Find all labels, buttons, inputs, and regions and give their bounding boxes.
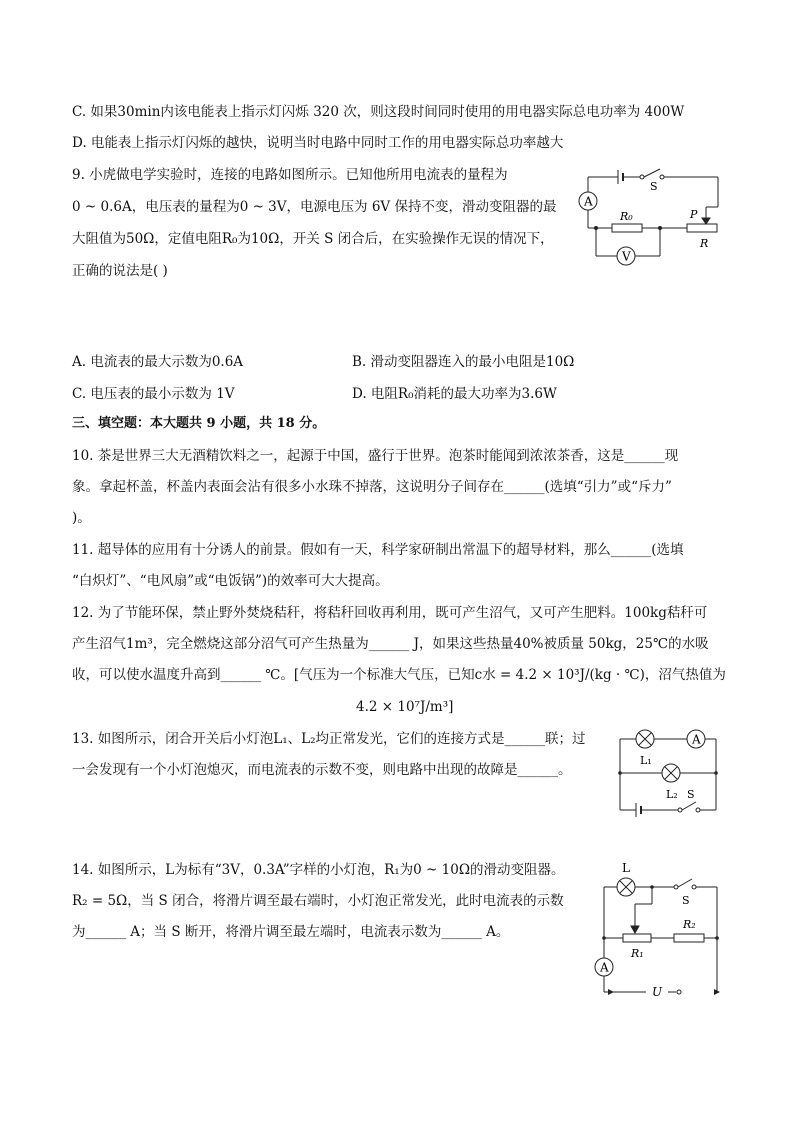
q9-option-d: D. 电阻R₀消耗的最大功率为3.6W bbox=[352, 386, 557, 402]
q13-switch-label: S bbox=[687, 788, 695, 801]
q13-ammeter-label: A bbox=[692, 732, 701, 747]
q9-r0-label: R₀ bbox=[620, 210, 633, 223]
q8-option-c: C. 如果30min内该电能表上指示灯闪烁 320 次，则这段时间同时使用的用电器实际总电功率为 400W bbox=[72, 104, 685, 120]
q14-circuit-figure bbox=[590, 856, 724, 1002]
q14-lamp-label: L bbox=[622, 861, 630, 875]
q9-switch-label: S bbox=[650, 180, 658, 193]
q11-line-2: “白炽灯”、“电风扇”或“电饭锅”)的效率可大大提高。 bbox=[72, 573, 389, 589]
q9-voltmeter-label: V bbox=[622, 249, 631, 264]
q14-line-1: 14. 如图所示，L为标有“3V，0.3A”字样的小灯泡，R₁为0 ~ 10Ω的滑动变阻器。 bbox=[72, 862, 565, 878]
q14-r1-label: R₁ bbox=[631, 947, 644, 960]
q13-circuit-figure bbox=[612, 725, 722, 820]
q14-ammeter-label: A bbox=[600, 960, 609, 975]
q9-rheostat-label: R bbox=[700, 237, 709, 250]
q10-line-3: )。 bbox=[72, 510, 91, 526]
q9-option-b: B. 滑动变阻器连入的最小电阻是10Ω bbox=[352, 354, 575, 370]
q13-line-1: 13. 如图所示，闭合开关后小灯泡L₁、L₂均正常发光，它们的连接方式是______联；过 bbox=[72, 731, 586, 747]
q14-switch-label: S bbox=[682, 894, 690, 907]
q12-line-4: 4.2 × 10⁷J/m³] bbox=[356, 699, 454, 715]
q10-line-1: 10. 茶是世界三大无酒精饮料之一，起源于中国，盛行于世界。泡茶时能闻到浓浓茶香，这是______现 bbox=[72, 448, 679, 464]
q12-line-3: 收，可以使水温度升高到______ ℃。[气压为一个标准大气压，已知c水 = 4.2 × 10³J/(kg · ℃)，沼气热值为 bbox=[72, 667, 726, 683]
q12-line-1: 12. 为了节能环保，禁止野外焚烧秸秆，将秸秆回收再利用，既可产生沼气，又可产生肥料。100kg秸秆可 bbox=[72, 605, 708, 621]
q9-line-1: 9. 小虎做电学实验时，连接的电路如图所示。已知他所用电流表的量程为 bbox=[72, 167, 508, 183]
q14-voltage-label: U bbox=[652, 985, 663, 999]
q9-slider-label: P bbox=[690, 208, 698, 221]
q9-line-2: 0 ~ 0.6A，电压表的量程为0 ~ 3V，电源电压为 6V 保持不变，滑动变阻器的最 bbox=[72, 199, 557, 215]
q10-line-2: 象。拿起杯盖，杯盖内表面会沾有很多小水珠不掉落，这说明分子间存在______(选填“引力”或“斥力” bbox=[72, 479, 672, 495]
q11-line-1: 11. 超导体的应用有十分诱人的前景。假如有一天，科学家研制出常温下的超导材料，那么______(选填 bbox=[72, 542, 684, 558]
q12-line-2: 产生沼气1m³，完全燃烧这部分沼气可产生热量为______ J，如果这些热量40%被质量 50kg，25℃的水吸 bbox=[72, 636, 709, 652]
q9-line-4: 正确的说法是( ) bbox=[72, 263, 168, 279]
q9-option-a: A. 电流表的最大示数为0.6A bbox=[72, 354, 244, 370]
q14-line-3: 为______ A；当 S 断开，将滑片调至最左端时，电流表示数为______ A。 bbox=[72, 924, 510, 940]
q13-l2-label: L₂ bbox=[666, 788, 678, 801]
q9-circuit-figure bbox=[572, 166, 732, 270]
q9-line-3: 大阻值为50Ω，定值电阻R₀为10Ω，开关 S 闭合后，在实验操作无误的情况下， bbox=[72, 231, 554, 247]
q9-ammeter-label: A bbox=[584, 194, 593, 209]
q13-l1-label: L₁ bbox=[640, 754, 652, 767]
q14-line-2: R₂ = 5Ω，当 S 闭合，将滑片调至最右端时，小灯泡正常发光，此时电流表的示数 bbox=[72, 893, 564, 909]
q8-option-d: D. 电能表上指示灯闪烁的越快，说明当时电路中同时工作的用电器实际总功率越大 bbox=[72, 135, 564, 151]
section-3-heading: 三、填空题：本大题共 9 小题，共 18 分。 bbox=[72, 416, 326, 431]
q9-option-c: C. 电压表的最小示数为 1V bbox=[72, 386, 235, 402]
q14-r2-label: R₂ bbox=[683, 918, 696, 931]
q13-line-2: 一会发现有一个小灯泡熄灭，而电流表的示数不变，则电路中出现的故障是______。 bbox=[72, 762, 572, 778]
